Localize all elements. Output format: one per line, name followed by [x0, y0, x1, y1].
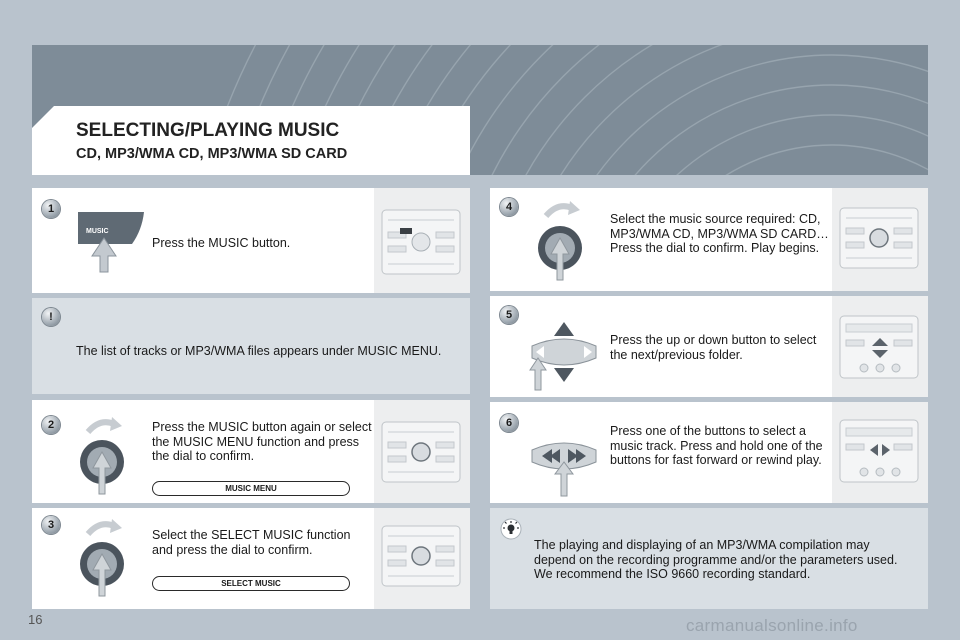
dial-press-icon: [534, 200, 594, 284]
tip-text: The playing and displaying of an MP3/WMA compilation may depend on the recording programme and/or the parameters used. We recommend the ISO 9660 recording standard.: [534, 538, 898, 581]
step-number-badge: 4: [500, 198, 518, 216]
select-music-display: SELECT MUSIC: [152, 576, 350, 591]
radio-unit-illustration: [374, 188, 470, 293]
music-button-icon: [74, 210, 148, 274]
step-1-text: Press the MUSIC button.: [152, 236, 291, 250]
music-menu-display: MUSIC MENU: [152, 481, 350, 496]
lightbulb-icon: [500, 518, 522, 540]
radio-unit-illustration: [374, 508, 470, 609]
page-title: SELECTING/PLAYING MUSIC: [76, 120, 340, 141]
step-number-badge: 2: [42, 416, 60, 434]
tip-panel: [490, 508, 928, 609]
step-4-panel: [490, 188, 928, 291]
notice-panel: [32, 298, 470, 394]
step-3-panel: [32, 508, 470, 609]
watermark: carmanualsonline.info: [686, 616, 858, 635]
step-2-panel: [32, 400, 470, 503]
step-2-text: Press the MUSIC button again or select the MUSIC MENU function and press the dial to confirm.: [152, 420, 372, 463]
radio-unit-illustration: [832, 188, 928, 291]
radio-unit-illustration: [374, 400, 470, 503]
step-1-panel: [32, 188, 470, 293]
step-6-panel: [490, 402, 928, 503]
left-right-button-icon: [524, 424, 604, 498]
warning-icon: !: [42, 308, 60, 326]
up-down-button-icon: [524, 318, 604, 392]
page-number: 16: [28, 612, 43, 627]
step-number-badge: 5: [500, 306, 518, 324]
step-5-panel: [490, 296, 928, 397]
step-number-badge: 3: [42, 516, 60, 534]
title-box: [32, 106, 470, 175]
step-4-text: Select the music source required: CD, MP3/WMA CD, MP3/WMA SD CARD… Press the dial to confirm. Play begins.: [610, 212, 829, 255]
step-6-text: Press one of the buttons to select a music track. Press and hold one of the buttons for fast forward or rewind play.: [610, 424, 823, 467]
step-3-text: Select the SELECT MUSIC function and press the dial to confirm.: [152, 528, 351, 557]
radio-unit-illustration: [832, 402, 928, 503]
page-subtitle: CD, MP3/WMA CD, MP3/WMA SD CARD: [76, 146, 348, 162]
notice-text: The list of tracks or MP3/WMA files appears under MUSIC MENU.: [76, 344, 442, 358]
dial-press-icon: [76, 416, 136, 496]
step-number-badge: 1: [42, 200, 60, 218]
radio-unit-illustration: [832, 296, 928, 397]
dial-press-icon: [76, 518, 136, 598]
step-5-text: Press the up or down button to select the next/previous folder.: [610, 333, 817, 362]
title-corner: [32, 106, 54, 128]
music-key-label: MUSIC: [86, 228, 109, 235]
step-number-badge: 6: [500, 414, 518, 432]
